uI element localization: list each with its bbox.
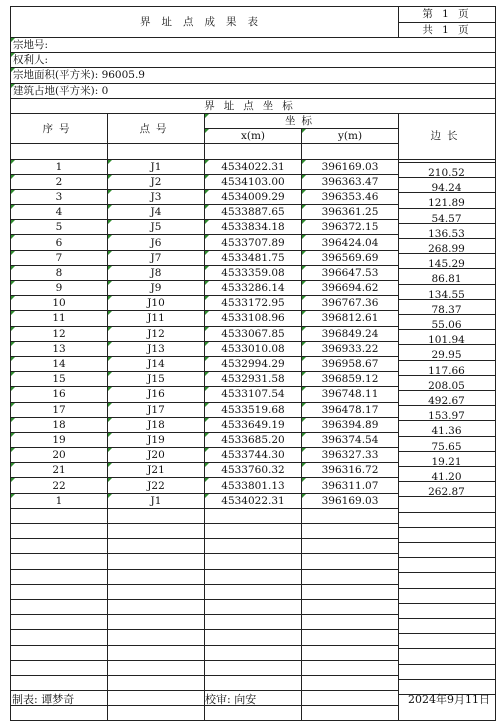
cell-seq: 19 (11, 432, 108, 447)
edge-length: 117.66 (398, 360, 495, 374)
cell-x: 4534103.00 (205, 174, 302, 189)
cell-seq: 5 (11, 220, 108, 235)
col-header-x: x(m) (205, 129, 302, 144)
cell-seq: 18 (11, 417, 108, 432)
cell-y: 396694.62 (302, 281, 399, 296)
cell-point: J3 (108, 189, 205, 204)
cell-y: 396394.89 (302, 417, 399, 432)
empty-cell (108, 645, 205, 660)
edge-empty (398, 512, 495, 526)
col-header-y: y(m) (302, 129, 399, 144)
edge-length: 268.99 (398, 238, 495, 252)
cell-point: J1 (108, 159, 205, 174)
empty-cell (302, 524, 399, 539)
maker-label: 制表: 谭梦奇 (12, 693, 75, 706)
cell-point: J22 (108, 478, 205, 493)
cell-seq: 21 (11, 463, 108, 478)
section-title: 界址点坐标 (11, 98, 496, 113)
empty-cell (108, 524, 205, 539)
cell-x: 4533685.20 (205, 432, 302, 447)
cell-point: J15 (108, 372, 205, 387)
cell-point: J16 (108, 387, 205, 402)
cell-point: J20 (108, 448, 205, 463)
col-header-coord: 坐标 (205, 113, 399, 128)
empty-cell (302, 630, 399, 645)
footer (10, 689, 495, 707)
cell-seq: 12 (11, 326, 108, 341)
cell-x: 4533067.85 (205, 326, 302, 341)
empty-cell (11, 554, 108, 569)
empty-cell (108, 706, 205, 721)
empty-cell (205, 660, 302, 675)
cell-seq: 15 (11, 372, 108, 387)
cell-x: 4533834.18 (205, 220, 302, 235)
cell-y: 396327.33 (302, 448, 399, 463)
cell-seq: 4 (11, 205, 108, 220)
edge-length: 145.29 (398, 253, 495, 267)
edge-length: 86.81 (398, 268, 495, 282)
empty-cell (205, 508, 302, 523)
cell-y: 396849.24 (302, 326, 399, 341)
empty-cell (205, 554, 302, 569)
cell-seq: 6 (11, 235, 108, 250)
cell-point: J18 (108, 417, 205, 432)
empty-cell (302, 645, 399, 660)
empty-cell (108, 584, 205, 599)
empty-cell (11, 599, 108, 614)
empty-cell (108, 539, 205, 554)
cell-y: 396933.22 (302, 341, 399, 356)
col-header-edge: 边长 (399, 113, 496, 159)
cell-point: J6 (108, 235, 205, 250)
cell-y: 396859.12 (302, 372, 399, 387)
empty-cell (11, 706, 108, 721)
empty-cell (302, 554, 399, 569)
cell-y: 396169.03 (302, 159, 399, 174)
cell-x: 4534009.29 (205, 189, 302, 204)
cell-seq: 9 (11, 281, 108, 296)
page-total: 共 1 页 (399, 22, 496, 38)
empty-cell (205, 539, 302, 554)
empty-cell (205, 615, 302, 630)
cell-seq: 7 (11, 250, 108, 265)
edge-length: 55.06 (398, 314, 495, 328)
cell-x: 4533481.75 (205, 250, 302, 265)
cell-seq: 16 (11, 387, 108, 402)
cell-x: 4534022.31 (205, 159, 302, 174)
edge-empty (398, 572, 495, 586)
cell-x: 4533744.30 (205, 448, 302, 463)
building-area-field: 建筑占地(平方米): 0 (11, 83, 496, 98)
cell-x: 4533649.19 (205, 417, 302, 432)
cell-y: 396569.69 (302, 250, 399, 265)
cell-y: 396478.17 (302, 402, 399, 417)
cell-point: J8 (108, 265, 205, 280)
parcel-area-field: 宗地面积(平方米): 96005.9 (11, 68, 496, 83)
cell-seq: 8 (11, 265, 108, 280)
cell-point: J11 (108, 311, 205, 326)
edge-length: 29.95 (398, 344, 495, 358)
cell-x: 4533887.65 (205, 205, 302, 220)
edge-empty (398, 633, 495, 647)
cell-y: 396363.47 (302, 174, 399, 189)
parcel-no-field: 宗地号: (11, 38, 496, 53)
cell-point: J2 (108, 174, 205, 189)
empty-cell (108, 599, 205, 614)
empty-cell (11, 645, 108, 660)
edge-length: 492.67 (398, 390, 495, 404)
empty-cell (302, 615, 399, 630)
header-spacer (302, 144, 399, 159)
cell-y: 396748.11 (302, 387, 399, 402)
cell-point: J7 (108, 250, 205, 265)
cell-y: 396316.72 (302, 463, 399, 478)
cell-x: 4533010.08 (205, 341, 302, 356)
cell-point: J13 (108, 341, 205, 356)
cell-x: 4533286.14 (205, 281, 302, 296)
date-label: 2024年9月11日 (408, 693, 490, 706)
cell-point: J5 (108, 220, 205, 235)
empty-cell (11, 524, 108, 539)
empty-cell (108, 508, 205, 523)
edge-empty (398, 557, 495, 571)
empty-cell (302, 706, 399, 721)
empty-cell (11, 508, 108, 523)
empty-cell (302, 660, 399, 675)
edge-length: 19.21 (398, 451, 495, 465)
col-header-point: 点号 (108, 113, 205, 143)
cell-seq: 3 (11, 189, 108, 204)
cell-x: 4533519.68 (205, 402, 302, 417)
edge-length: 262.87 (398, 481, 495, 495)
cell-x: 4534022.31 (205, 493, 302, 508)
edge-empty (398, 664, 495, 678)
cell-seq: 17 (11, 402, 108, 417)
cell-point: J21 (108, 463, 205, 478)
edge-empty (398, 648, 495, 662)
sheet-title: 界址点成果表 (11, 7, 399, 38)
header-spacer (205, 144, 302, 159)
empty-cell (11, 660, 108, 675)
cell-x: 4533172.95 (205, 296, 302, 311)
page-current: 第 1 页 (399, 7, 496, 23)
empty-cell (108, 660, 205, 675)
empty-cell (11, 584, 108, 599)
edge-empty (398, 496, 495, 510)
cell-y: 396767.36 (302, 296, 399, 311)
cell-y: 396374.54 (302, 432, 399, 447)
empty-cell (205, 645, 302, 660)
owner-field: 权利人: (11, 53, 496, 68)
cell-y: 396169.03 (302, 493, 399, 508)
cell-seq: 20 (11, 448, 108, 463)
cell-y: 396424.04 (302, 235, 399, 250)
empty-cell (108, 569, 205, 584)
edge-length: 41.20 (398, 466, 495, 480)
boundary-point-results-sheet (10, 6, 495, 689)
edge-length: 121.89 (398, 192, 495, 206)
empty-cell (205, 524, 302, 539)
cell-point: J19 (108, 432, 205, 447)
edge-length: 210.52 (398, 162, 495, 176)
cell-x: 4533707.89 (205, 235, 302, 250)
cell-x: 4532994.29 (205, 356, 302, 371)
cell-x: 4533107.54 (205, 387, 302, 402)
empty-cell (108, 630, 205, 645)
edge-length: 75.65 (398, 436, 495, 450)
empty-cell (302, 584, 399, 599)
empty-cell (302, 569, 399, 584)
cell-x: 4532931.58 (205, 372, 302, 387)
edge-empty (398, 588, 495, 602)
edge-length: 94.24 (398, 177, 495, 191)
edge-empty (398, 618, 495, 632)
cell-seq: 14 (11, 356, 108, 371)
empty-cell (11, 569, 108, 584)
cell-seq: 2 (11, 174, 108, 189)
cell-x: 4533108.96 (205, 311, 302, 326)
cell-seq: 13 (11, 341, 108, 356)
cell-seq: 11 (11, 311, 108, 326)
empty-cell (205, 584, 302, 599)
cell-point: J12 (108, 326, 205, 341)
cell-seq: 22 (11, 478, 108, 493)
empty-cell (11, 630, 108, 645)
edge-empty (398, 542, 495, 556)
edge-length: 134.55 (398, 284, 495, 298)
edge-empty (398, 603, 495, 617)
cell-y: 396647.53 (302, 265, 399, 280)
header-spacer (108, 144, 205, 159)
cell-point: J9 (108, 281, 205, 296)
cell-point: J10 (108, 296, 205, 311)
cell-point: J1 (108, 493, 205, 508)
cell-seq: 10 (11, 296, 108, 311)
empty-cell (205, 569, 302, 584)
empty-cell (108, 554, 205, 569)
empty-cell (108, 615, 205, 630)
cell-seq: 1 (11, 493, 108, 508)
edge-length: 54.57 (398, 208, 495, 222)
col-header-seq: 序号 (11, 113, 108, 143)
cell-point: J17 (108, 402, 205, 417)
edge-length: 41.36 (398, 420, 495, 434)
edge-length: 136.53 (398, 223, 495, 237)
empty-cell (11, 615, 108, 630)
cell-x: 4533801.13 (205, 478, 302, 493)
cell-x: 4533760.32 (205, 463, 302, 478)
empty-cell (302, 599, 399, 614)
checker-label: 校审: 向安 (205, 693, 257, 706)
empty-cell (302, 539, 399, 554)
cell-point: J4 (108, 205, 205, 220)
edge-empty (398, 527, 495, 541)
empty-cell (205, 630, 302, 645)
cell-y: 396311.07 (302, 478, 399, 493)
empty-cell (11, 539, 108, 554)
cell-y: 396812.61 (302, 311, 399, 326)
cell-y: 396372.15 (302, 220, 399, 235)
cell-seq: 1 (11, 159, 108, 174)
edge-length: 101.94 (398, 329, 495, 343)
cell-point: J14 (108, 356, 205, 371)
empty-cell (205, 706, 302, 721)
edge-length: 153.97 (398, 405, 495, 419)
empty-cell (205, 599, 302, 614)
edge-length: 208.05 (398, 375, 495, 389)
cell-y: 396353.46 (302, 189, 399, 204)
empty-cell (302, 508, 399, 523)
header-spacer (11, 144, 108, 159)
cell-y: 396361.25 (302, 205, 399, 220)
cell-x: 4533359.08 (205, 265, 302, 280)
cell-y: 396958.67 (302, 356, 399, 371)
edge-length: 78.37 (398, 299, 495, 313)
